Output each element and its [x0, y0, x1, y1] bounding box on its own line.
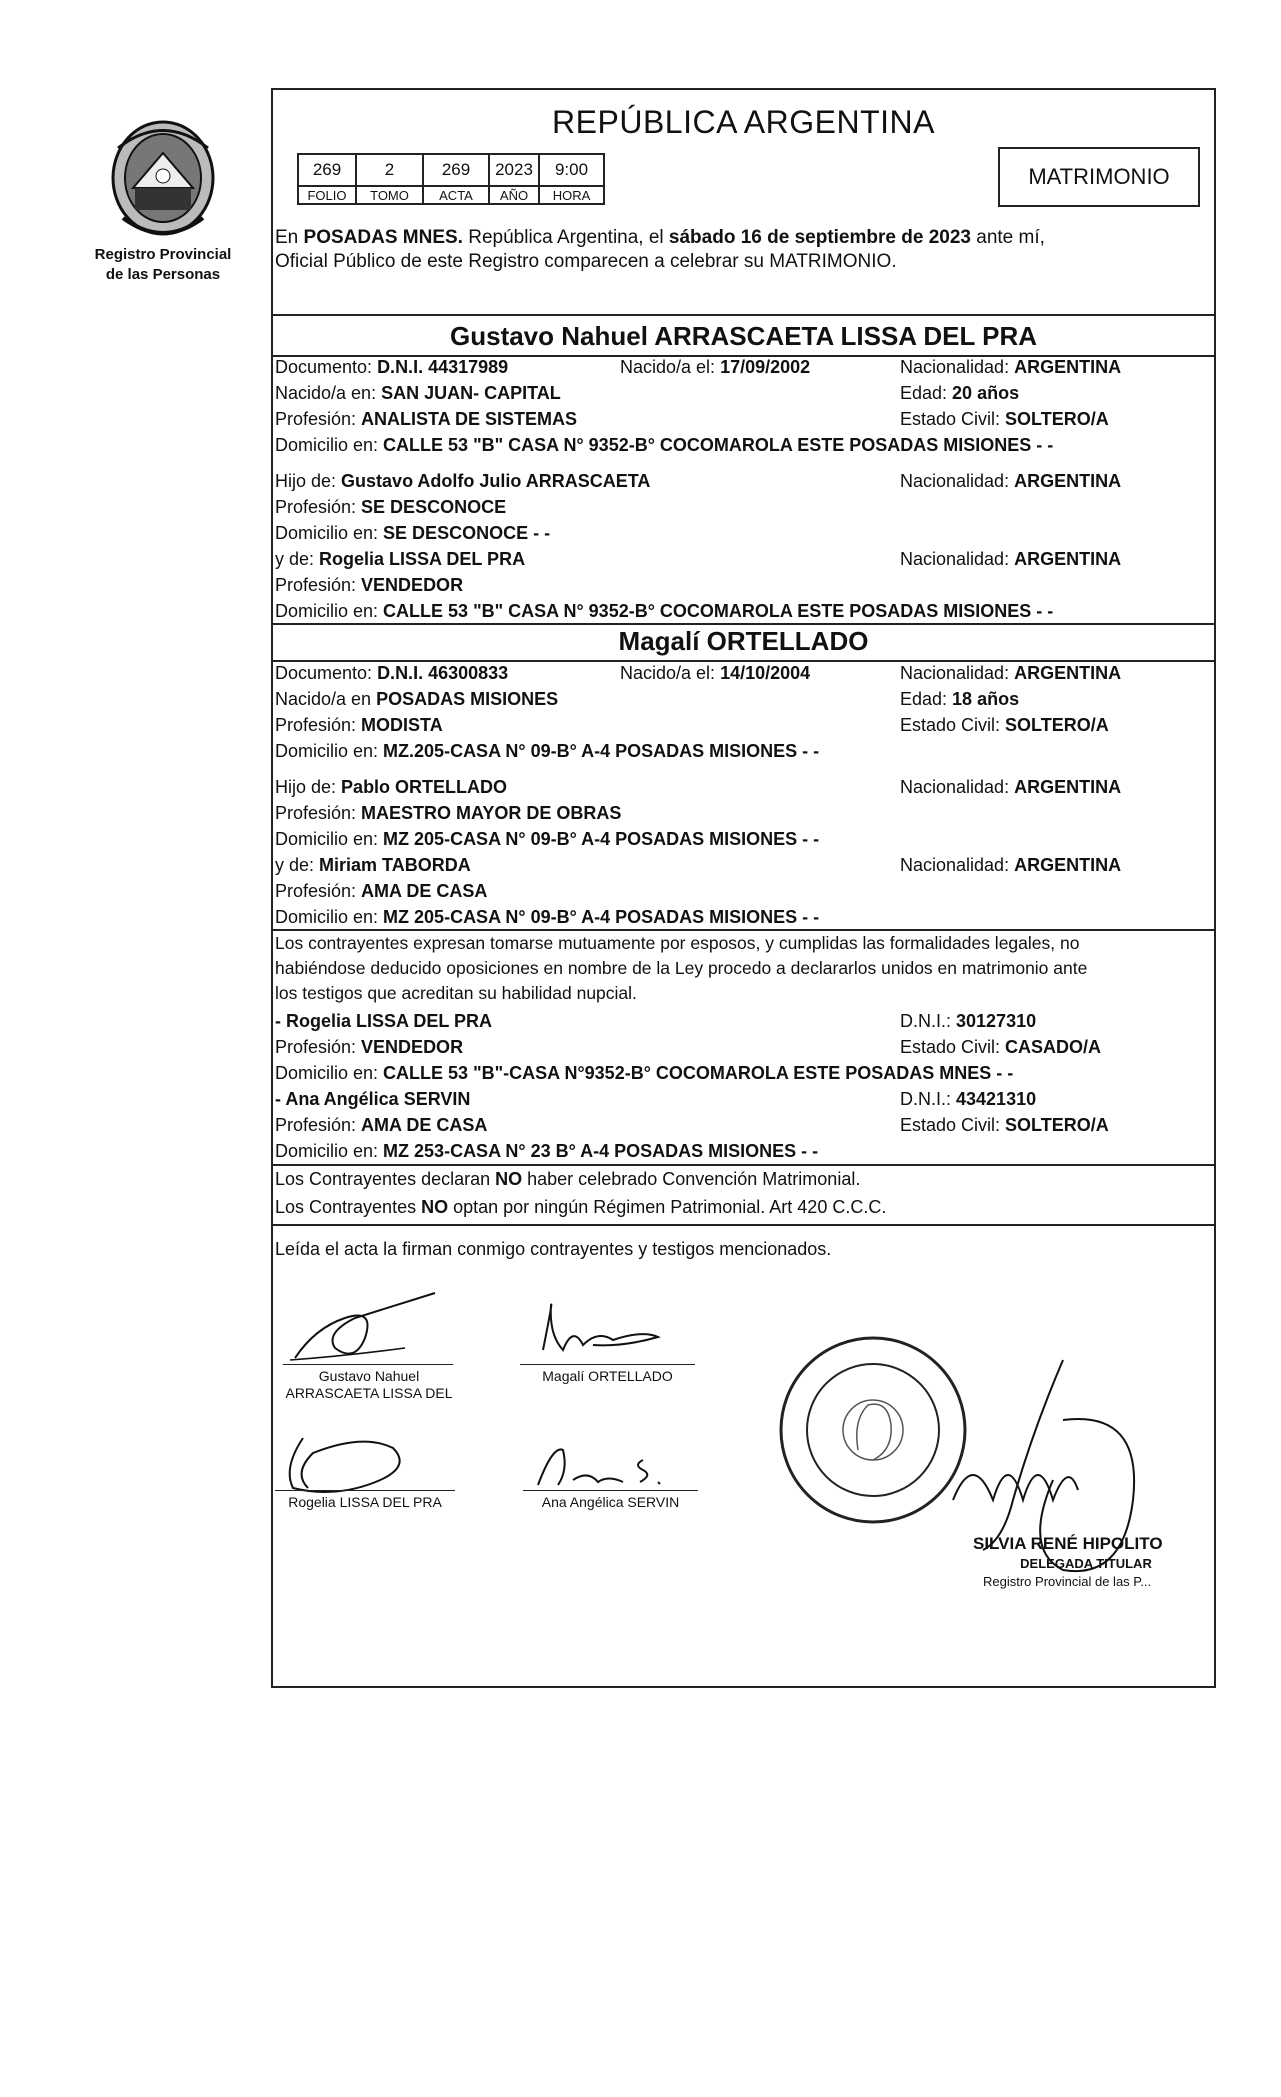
firma-nombre-1: Gustavo Nahuel ARRASCAETA LISSA DEL — [285, 1368, 453, 1401]
acta-value: 269 — [423, 154, 489, 186]
c1-nacido-el: 17/09/2002 — [720, 357, 811, 377]
firma-testigo2-signature — [528, 1440, 688, 1495]
provincia-misiones-seal-icon — [103, 118, 223, 243]
oficial-cargo: DELEGADA TITULAR — [1020, 1556, 1152, 1571]
testigo2-dni: 43421310 — [956, 1089, 1037, 1109]
c1-madre: Rogelia LISSA DEL PRA — [319, 549, 526, 569]
cierre-text: Leída el acta la firman conmigo contrayentes y testigos mencionados. — [275, 1239, 832, 1259]
c1-row-padre: Hijo de: Gustavo Adolfo Julio ARRASCAETA Nacionalidad: ARGENTINA — [275, 471, 1122, 491]
firma-contrayente2-signature — [523, 1295, 673, 1365]
hora-value: 9:00 — [539, 154, 604, 186]
testigo2-row-domicilio: Domicilio en: MZ 253-CASA N° 23 B° A-4 POSADAS MISIONES - - — [275, 1141, 819, 1161]
testigo1-row-profesion: Profesión: VENDEDOR Estado Civil: CASADO/A — [275, 1037, 1102, 1057]
firma-nombre-4: Ana Angélica SERVIN — [541, 1494, 680, 1510]
declaracion-line: habiéndose deducido oposiciones en nombre de la Ley procedo a declararlos unidos en matrimonio ante — [275, 958, 1088, 978]
c1-edad: 20 años — [952, 383, 1020, 403]
c1-estado-civil: SOLTERO/A — [1005, 409, 1109, 429]
c1-row-padre-profesion: Profesión: SE DESCONOCE — [275, 497, 507, 517]
c1-nacido-en: SAN JUAN- CAPITAL — [381, 383, 561, 403]
c1-padre-profesion: SE DESCONOCE — [361, 497, 507, 517]
tomo-value: 2 — [356, 154, 423, 186]
testigo2-row-profesion: Profesión: AMA DE CASA Estado Civil: SOLTERO/A — [275, 1115, 1109, 1135]
intro-paragraph — [275, 226, 1214, 274]
acta-label: ACTA — [423, 186, 489, 204]
intro-text: ante mí, — [970, 227, 1045, 248]
declaracion-line: Los contrayentes expresan tomarse mutuamente por esposos, y cumplidas las formalidades legales, no — [275, 933, 1080, 953]
c1-row-documento: Documento: D.N.I. 44317989 Nacido/a el: 17/09/2002 Nacionalidad: ARGENTINA — [275, 357, 1122, 377]
registro-table — [297, 153, 605, 205]
convencion-line-2: Los Contrayentes NO optan por ningún Régimen Patrimonial. Art 420 C.C.C. — [275, 1197, 887, 1217]
testigo1-row-domicilio: Domicilio en: CALLE 53 "B"-CASA N°9352-B° COCOMAROLA ESTE POSADAS MNES - - — [275, 1063, 1014, 1083]
declaracion-line: los testigos que acreditan su habilidad nupcial. — [275, 983, 637, 1003]
firma-line-4 — [523, 1490, 698, 1491]
c2-row-padre-profesion: Profesión: MAESTRO MAYOR DE OBRAS — [275, 803, 622, 823]
firma-contrayente1-signature — [285, 1288, 455, 1368]
contrayente2-nombre: Magalí ORTELLADO — [618, 626, 869, 656]
c1-row-madre-domicilio: Domicilio en: CALLE 53 "B" CASA N° 9352-B° COCOMAROLA ESTE POSADAS MISIONES - - — [275, 601, 1054, 621]
c1-row-madre: y de: Rogelia LISSA DEL PRA Nacionalidad: ARGENTINA — [275, 549, 1122, 569]
c2-nacionalidad: ARGENTINA — [1014, 663, 1122, 683]
c2-row-nacido-en: Nacido/a en POSADAS MISIONES Edad: 18 años — [275, 689, 1020, 709]
tomo-label: TOMO — [356, 186, 423, 204]
folio-label: FOLIO — [298, 186, 356, 204]
c1-row-profesion: Profesión: ANALISTA DE SISTEMAS Estado Civil: SOLTERO/A — [275, 409, 1109, 429]
testigo1-row-nombre: - Rogelia LISSA DEL PRA D.N.I.: 30127310 — [275, 1011, 1037, 1031]
logo-caption-2: de las Personas — [105, 266, 221, 283]
testigo1-domicilio: CALLE 53 "B"-CASA N°9352-B° COCOMAROLA ESTE POSADAS MNES - - — [383, 1063, 1014, 1083]
c2-padre: Pablo ORTELLADO — [341, 777, 508, 797]
hora-label: HORA — [539, 186, 604, 204]
c2-estado-civil: SOLTERO/A — [1005, 715, 1109, 735]
divider — [273, 1224, 1214, 1226]
divider — [273, 623, 1214, 625]
intro-fecha: sábado 16 de septiembre de 2023 — [668, 227, 971, 248]
c2-nacido-el: 14/10/2004 — [720, 663, 811, 683]
acta-frame — [271, 88, 1216, 1688]
c1-documento: D.N.I. 44317989 — [377, 357, 509, 377]
testigo1-profesion: VENDEDOR — [361, 1037, 464, 1057]
testigo1-nombre: - Rogelia LISSA DEL PRA — [275, 1011, 493, 1031]
c2-row-madre: y de: Miriam TABORDA Nacionalidad: ARGENTINA — [275, 855, 1122, 875]
c2-profesion: MODISTA — [361, 715, 443, 735]
firma-line-1 — [283, 1364, 453, 1365]
c2-row-profesion: Profesión: MODISTA Estado Civil: SOLTERO/A — [275, 715, 1109, 735]
c2-padre-nacionalidad: ARGENTINA — [1014, 777, 1122, 797]
declaracion-paragraph — [275, 931, 1214, 1006]
firma-line-3 — [275, 1490, 455, 1491]
c2-row-documento: Documento: D.N.I. 46300833 Nacido/a el: 14/10/2004 Nacionalidad: ARGENTINA — [275, 663, 1122, 683]
intro-line-2: Oficial Público de este Registro comparecen a celebrar su MATRIMONIO. — [275, 251, 897, 272]
c2-edad: 18 años — [952, 689, 1020, 709]
c1-row-padre-domicilio: Domicilio en: SE DESCONOCE - - — [275, 523, 551, 543]
c2-padre-profesion: MAESTRO MAYOR DE OBRAS — [361, 803, 622, 823]
c2-padre-domicilio: MZ 205-CASA N° 09-B° A-4 POSADAS MISIONES - - — [383, 829, 820, 849]
c2-row-domicilio: Domicilio en: MZ.205-CASA N° 09-B° A-4 POSADAS MISIONES - - — [275, 741, 820, 761]
c1-madre-domicilio: CALLE 53 "B" CASA N° 9352-B° COCOMAROLA ESTE POSADAS MISIONES - - — [383, 601, 1054, 621]
c1-padre-nacionalidad: ARGENTINA — [1014, 471, 1122, 491]
registro-logo — [88, 118, 238, 283]
testigo1-dni: 30127310 — [956, 1011, 1037, 1031]
divider — [273, 314, 1214, 316]
intro-lugar: POSADAS MNES. — [303, 227, 463, 248]
oficial-nombre: SILVIA RENÉ HIPOLITO — [973, 1534, 1163, 1553]
c2-madre-profesion: AMA DE CASA — [361, 881, 488, 901]
c1-profesion: ANALISTA DE SISTEMAS — [361, 409, 578, 429]
testigo2-nombre: - Ana Angélica SERVIN — [275, 1089, 471, 1109]
contrayente1-nombre: Gustavo Nahuel ARRASCAETA LISSA DEL PRA — [450, 321, 1037, 351]
folio-value: 269 — [298, 154, 356, 186]
c2-row-madre-domicilio: Domicilio en: MZ 205-CASA N° 09-B° A-4 POSADAS MISIONES - - — [275, 907, 820, 927]
testigo2-profesion: AMA DE CASA — [361, 1115, 488, 1135]
c1-domicilio: CALLE 53 "B" CASA N° 9352-B° COCOMAROLA ESTE POSADAS MISIONES - - — [383, 435, 1054, 455]
firma-nombre-3: Rogelia LISSA DEL PRA — [288, 1494, 442, 1510]
intro-text: En — [275, 227, 304, 248]
c2-documento: D.N.I. 46300833 — [377, 663, 509, 683]
c1-row-madre-profesion: Profesión: VENDEDOR — [275, 575, 464, 595]
c2-row-padre: Hijo de: Pablo ORTELLADO Nacionalidad: ARGENTINA — [275, 777, 1122, 797]
testigo1-estado-civil: CASADO/A — [1005, 1037, 1102, 1057]
document-title: REPÚBLICA ARGENTINA — [552, 104, 935, 140]
c2-domicilio: MZ.205-CASA N° 09-B° A-4 POSADAS MISIONES - - — [383, 741, 820, 761]
c2-madre-domicilio: MZ 205-CASA N° 09-B° A-4 POSADAS MISIONES - - — [383, 907, 820, 927]
firma-nombre-2: Magalí ORTELLADO — [542, 1368, 673, 1384]
tipo-acta-box: MATRIMONIO — [998, 147, 1200, 207]
c1-nacionalidad: ARGENTINA — [1014, 357, 1122, 377]
c2-madre-nacionalidad: ARGENTINA — [1014, 855, 1122, 875]
testigo2-row-nombre: - Ana Angélica SERVIN D.N.I.: 43421310 — [275, 1089, 1037, 1109]
intro-text: República Argentina, el — [462, 227, 669, 248]
convencion-line-1: Los Contrayentes declaran NO haber celebrado Convención Matrimonial. — [275, 1169, 861, 1189]
c1-madre-nacionalidad: ARGENTINA — [1014, 549, 1122, 569]
c2-nacido-en: POSADAS MISIONES — [376, 689, 559, 709]
anio-value: 2023 — [489, 154, 539, 186]
c1-row-nacido-en: Nacido/a en: SAN JUAN- CAPITAL Edad: 20 años — [275, 383, 1020, 403]
anio-label: AÑO — [489, 186, 539, 204]
c2-row-madre-profesion: Profesión: AMA DE CASA — [275, 881, 488, 901]
c1-padre-domicilio: SE DESCONOCE - - — [383, 523, 551, 543]
c2-madre: Miriam TABORDA — [319, 855, 471, 875]
firma-testigo1-signature — [273, 1428, 443, 1498]
oficial-registro: Registro Provincial de las P... — [983, 1574, 1152, 1589]
c1-madre-profesion: VENDEDOR — [361, 575, 464, 595]
c1-row-domicilio: Domicilio en: CALLE 53 "B" CASA N° 9352-B° COCOMAROLA ESTE POSADAS MISIONES - - — [275, 435, 1054, 455]
firma-line-2 — [520, 1364, 695, 1365]
logo-caption-1: Registro Provincial — [94, 246, 232, 263]
testigo2-estado-civil: SOLTERO/A — [1005, 1115, 1109, 1135]
c1-padre: Gustavo Adolfo Julio ARRASCAETA — [341, 471, 651, 491]
c2-row-padre-domicilio: Domicilio en: MZ 205-CASA N° 09-B° A-4 POSADAS MISIONES - - — [275, 829, 820, 849]
testigo2-domicilio: MZ 253-CASA N° 23 B° A-4 POSADAS MISIONES - - — [383, 1141, 819, 1161]
divider — [273, 1164, 1214, 1166]
